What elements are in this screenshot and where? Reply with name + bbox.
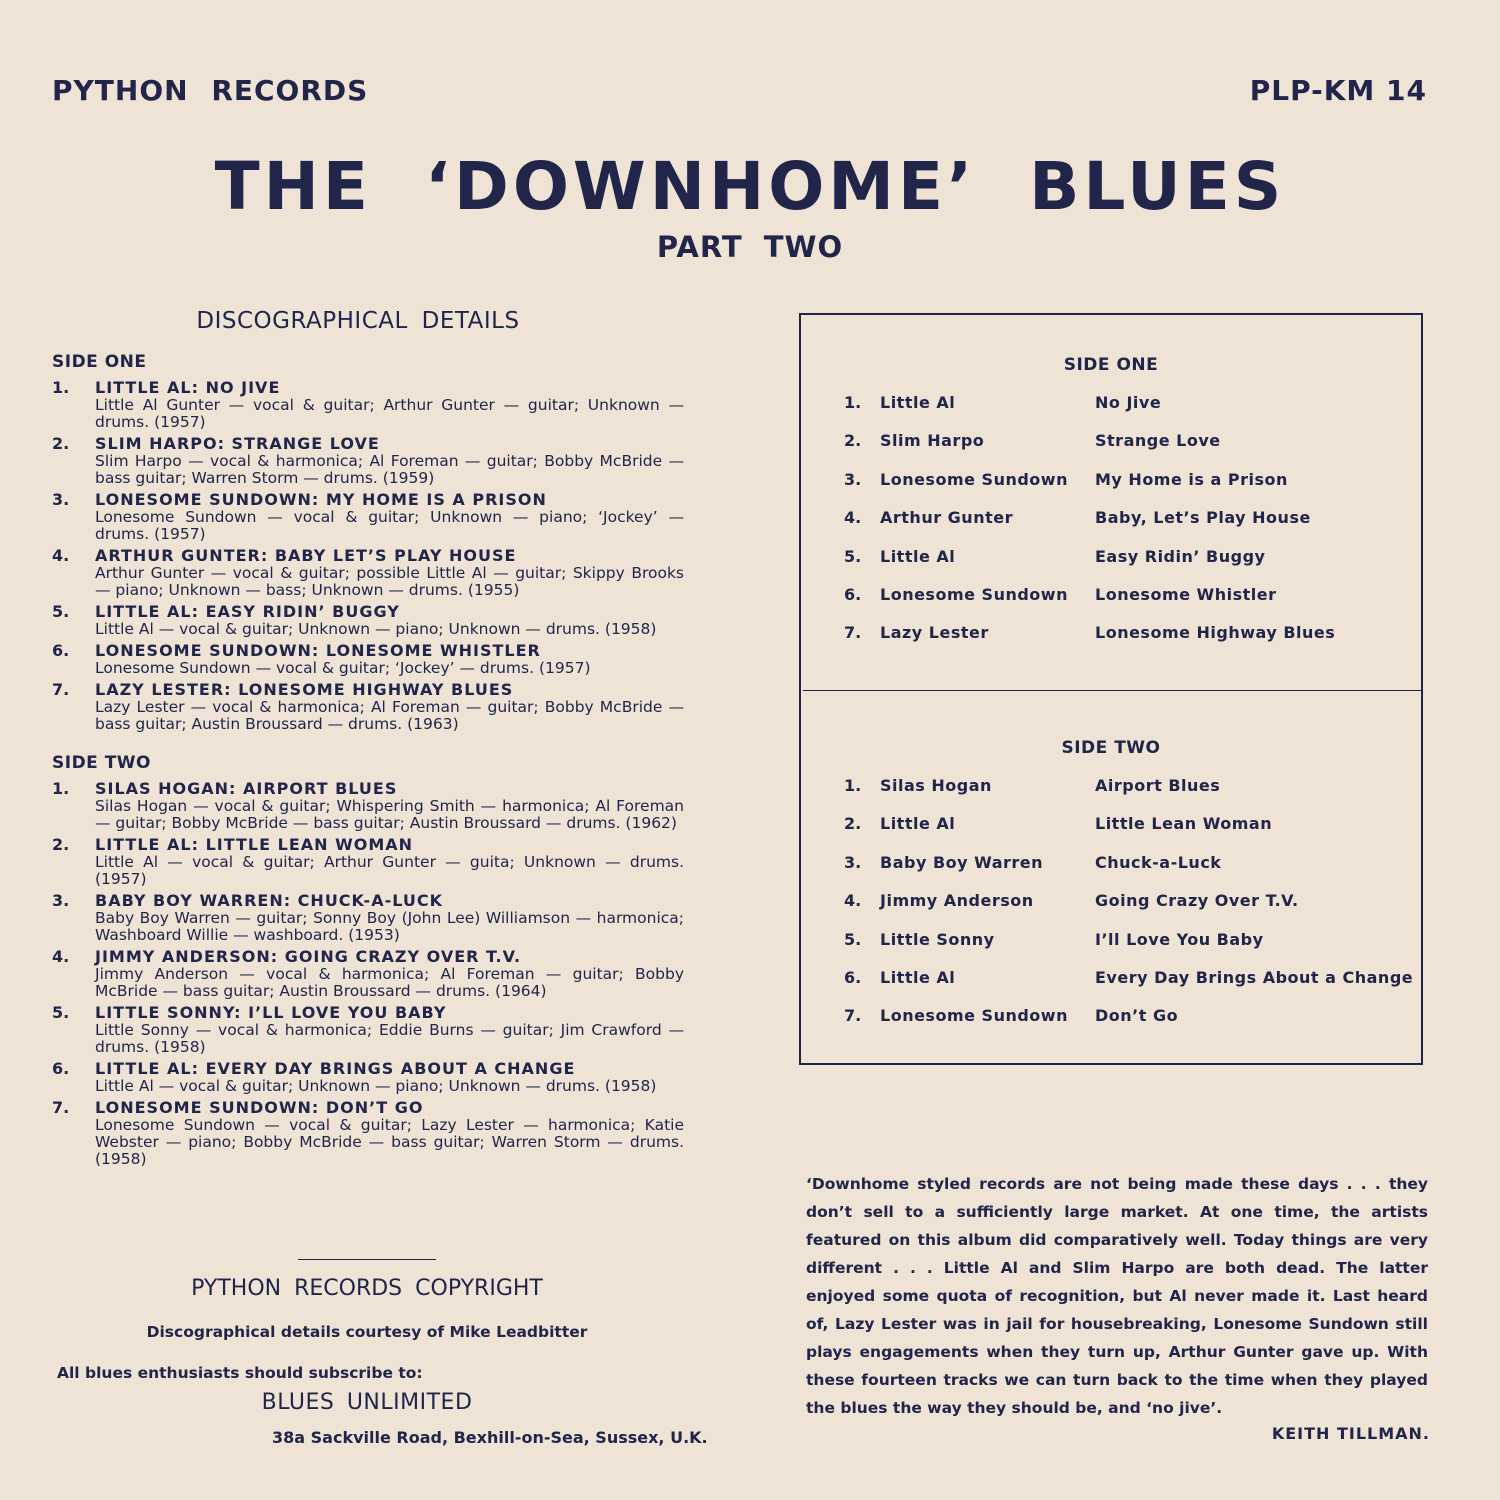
track-artist: Little Al <box>880 968 956 987</box>
track-title: Baby, Let’s Play House <box>1095 508 1311 528</box>
side-two-entries <box>52 779 684 1168</box>
track-artist: Little Al <box>880 393 956 412</box>
track-row <box>800 814 1420 838</box>
track-row <box>800 776 1420 800</box>
track-number: 3. <box>844 469 862 489</box>
entry-title: LONESOME SUNDOWN: DON’T GO <box>95 1098 424 1117</box>
entry-title: LITTLE AL: NO JIVE <box>95 378 281 397</box>
copyright-notice: PYTHON RECORDS COPYRIGHT <box>191 1276 543 1301</box>
album-subtitle: PART TWO <box>656 230 844 264</box>
track-artist: Lazy Lester <box>880 623 989 643</box>
track-number: 7. <box>844 1006 862 1026</box>
track-number: 6. <box>844 585 862 604</box>
side-one-entries <box>52 378 684 733</box>
discography-entry <box>52 779 684 832</box>
entry-personnel: Lazy Lester — vocal & harmonica; Al Foreman — guitar; Bobby McBride — bass guitar; Austin Broussard — drums. (1963) <box>95 698 684 733</box>
magazine-address: 38a Sackville Road, Bexhill-on-Sea, Sussex, U.K. <box>272 1428 708 1447</box>
discography-entry <box>52 891 684 944</box>
track-artist: Silas Hogan <box>880 776 992 795</box>
discography-heading: DISCOGRAPHICAL DETAILS <box>196 308 520 334</box>
divider-rule <box>298 1259 436 1260</box>
track-number: 5. <box>844 546 862 566</box>
tracklist-side-two-heading: SIDE TWO <box>1061 738 1161 758</box>
track-number: 2. <box>844 814 862 834</box>
discography-column <box>52 308 684 1171</box>
entry-personnel: Baby Boy Warren — guitar; Sonny Boy (John Lee) Williamson — harmonica; Washboard Willie — washboard. (1953) <box>95 909 684 944</box>
track-artist: Lonesome Sundown <box>880 469 1068 489</box>
discography-entry <box>52 947 684 1000</box>
entry-title: LITTLE SONNY: I’LL LOVE YOU BABY <box>95 1003 447 1022</box>
track-number: 1. <box>844 393 862 412</box>
entry-title: SLIM HARPO: STRANGE LOVE <box>95 434 380 453</box>
track-artist: Lonesome Sundown <box>880 1006 1068 1026</box>
entry-personnel: Slim Harpo — vocal & harmonica; Al Foreman — guitar; Bobby McBride — bass guitar; Warren Storm — drums. (1959) <box>95 452 684 487</box>
track-artist: Arthur Gunter <box>880 508 1013 528</box>
track-title: Don’t Go <box>1095 1006 1179 1026</box>
track-row <box>800 508 1420 532</box>
track-title: Lonesome Whistler <box>1095 585 1277 604</box>
track-artist: Slim Harpo <box>880 431 985 451</box>
track-artist: Little Al <box>880 546 956 566</box>
track-row <box>800 968 1420 992</box>
entry-number: 1. <box>52 779 70 798</box>
entry-title: LITTLE AL: EVERY DAY BRINGS ABOUT A CHANGE <box>95 1059 576 1078</box>
side-two-heading: SIDE TWO <box>52 753 152 773</box>
record-label: PYTHON RECORDS <box>52 74 369 107</box>
entry-number: 7. <box>52 1098 70 1117</box>
entry-title: SILAS HOGAN: AIRPORT BLUES <box>95 779 398 798</box>
entry-personnel: Little Al — vocal & guitar; Unknown — piano; Unknown — drums. (1958) <box>95 620 657 638</box>
discography-entry <box>52 1003 684 1056</box>
track-title: Airport Blues <box>1095 776 1221 795</box>
track-number: 5. <box>844 929 862 949</box>
track-number: 1. <box>844 776 862 795</box>
entry-number: 5. <box>52 602 70 621</box>
entry-title: BABY BOY WARREN: CHUCK-A-LUCK <box>95 891 443 910</box>
side-one-heading: SIDE ONE <box>52 352 147 372</box>
track-title: Going Crazy Over T.V. <box>1095 891 1299 911</box>
entry-number: 2. <box>52 835 70 854</box>
entry-personnel: Jimmy Anderson — vocal & harmonica; Al Foreman — guitar; Bobby McBride — bass guitar; Austin Broussard — drums. (1964) <box>95 965 684 1000</box>
discography-entry <box>52 602 684 638</box>
track-number: 2. <box>844 431 862 451</box>
track-number: 3. <box>844 852 862 872</box>
entry-title: LAZY LESTER: LONESOME HIGHWAY BLUES <box>95 680 514 699</box>
track-row <box>800 585 1420 609</box>
track-row <box>800 930 1420 954</box>
discography-entry <box>52 1059 684 1095</box>
liner-notes-author: KEITH TILLMAN. <box>1271 1424 1430 1443</box>
liner-notes: ‘Downhome styled records are not being made these days . . . they don’t sell to a sufficiently large market. At one time, the artists featured on this album did comparatively well. Today things are very different . . . Little Al and Slim Harpo are both dead. The latter enjoyed some quota of recognition, but Al never made it. Last heard of, Lazy Lester was in jail for housebreaking, Lonesome Sundown still plays engagements when they turn up, Arthur Gunter gave up. With these fourteen tracks we can turn back to the time when they played the blues the way they should be, and ‘no jive’. <box>806 1175 1428 1417</box>
entry-title: LONESOME SUNDOWN: LONESOME WHISTLER <box>95 641 541 660</box>
entry-number: 1. <box>52 378 70 397</box>
magazine-name: BLUES UNLIMITED <box>261 1390 473 1415</box>
catalog-number: PLP-KM 14 <box>1249 74 1427 107</box>
discography-entry <box>52 546 684 599</box>
discography-entry <box>52 490 684 543</box>
entry-title: LITTLE AL: LITTLE LEAN WOMAN <box>95 835 414 854</box>
track-title: Little Lean Woman <box>1095 814 1273 834</box>
entry-personnel: Little Al — vocal & guitar; Unknown — piano; Unknown — drums. (1958) <box>95 1077 657 1095</box>
track-row <box>800 1006 1420 1030</box>
discography-entry <box>52 835 684 888</box>
entry-personnel: Silas Hogan — vocal & guitar; Whispering Smith — harmonica; Al Foreman — guitar; Bobby McBride — bass guitar; Austin Broussard — drums. (1962) <box>95 797 684 832</box>
track-artist: Jimmy Anderson <box>880 891 1034 911</box>
track-title: Every Day Brings About a Change <box>1095 968 1414 987</box>
track-row <box>800 393 1420 417</box>
track-number: 4. <box>844 508 862 528</box>
discography-entry <box>52 434 684 487</box>
entry-title: LONESOME SUNDOWN: MY HOME IS A PRISON <box>95 490 547 509</box>
tracklist-side-one-heading: SIDE ONE <box>1063 355 1159 375</box>
entry-personnel: Little Al Gunter — vocal & guitar; Arthur Gunter — guitar; Unknown — drums. (1957) <box>95 396 684 431</box>
tracklist-divider <box>803 690 1423 691</box>
subscribe-text: All blues enthusiasts should subscribe to: <box>57 1364 423 1382</box>
track-number: 6. <box>844 968 862 987</box>
entry-number: 4. <box>52 546 70 565</box>
entry-number: 6. <box>52 1059 70 1078</box>
entry-number: 2. <box>52 434 70 453</box>
entry-title: ARTHUR GUNTER: BABY LET’S PLAY HOUSE <box>95 546 517 565</box>
track-row <box>800 853 1420 877</box>
track-row <box>800 431 1420 455</box>
track-artist: Little Al <box>880 814 956 834</box>
entry-number: 6. <box>52 641 70 660</box>
track-number: 4. <box>844 891 862 911</box>
track-row <box>800 470 1420 494</box>
track-title: Strange Love <box>1095 431 1221 451</box>
entry-number: 7. <box>52 680 70 699</box>
track-row <box>800 623 1420 647</box>
discography-entry <box>52 1098 684 1168</box>
entry-number: 3. <box>52 490 70 509</box>
entry-personnel: Little Sonny — vocal & harmonica; Eddie Burns — guitar; Jim Crawford — drums. (1958) <box>95 1021 684 1056</box>
track-title: No Jive <box>1095 393 1162 412</box>
entry-title: JIMMY ANDERSON: GOING CRAZY OVER T.V. <box>95 947 522 966</box>
track-title: I’ll Love You Baby <box>1095 929 1264 949</box>
track-title: My Home is a Prison <box>1095 469 1288 489</box>
track-number: 7. <box>844 623 862 643</box>
track-title: Chuck-a-Luck <box>1095 852 1222 872</box>
track-row <box>800 547 1420 571</box>
discography-entry <box>52 378 684 431</box>
album-title: THE ‘DOWNHOME’ BLUES <box>214 148 1286 225</box>
entry-number: 4. <box>52 947 70 966</box>
entry-title: LITTLE AL: EASY RIDIN’ BUGGY <box>95 602 400 621</box>
entry-personnel: Lonesome Sundown — vocal & guitar; Unknown — piano; ‘Jockey’ — drums. (1957) <box>95 508 684 543</box>
entry-personnel: Lonesome Sundown — vocal & guitar; Lazy Lester — harmonica; Katie Webster — piano; Bobby McBride — bass guitar; Warren Storm — drums. (1958) <box>95 1116 684 1168</box>
courtesy-credit: Discographical details courtesy of Mike Leadbitter <box>146 1323 588 1341</box>
entry-number: 3. <box>52 891 70 910</box>
entry-personnel: Lonesome Sundown — vocal & guitar; ‘Jockey’ — drums. (1957) <box>95 659 591 677</box>
discography-entry <box>52 680 684 733</box>
discography-entry <box>52 641 684 677</box>
track-title: Easy Ridin’ Buggy <box>1095 546 1266 566</box>
track-artist: Little Sonny <box>880 929 995 949</box>
track-artist: Baby Boy Warren <box>880 852 1044 872</box>
track-row <box>800 891 1420 915</box>
track-artist: Lonesome Sundown <box>880 585 1068 604</box>
entry-personnel: Arthur Gunter — vocal & guitar; possible Little Al — guitar; Skippy Brooks — piano; Unknown — bass; Unknown — drums. (1955) <box>95 564 684 599</box>
entry-number: 5. <box>52 1003 70 1022</box>
entry-personnel: Little Al — vocal & guitar; Arthur Gunter — guita; Unknown — drums. (1957) <box>95 853 684 888</box>
track-title: Lonesome Highway Blues <box>1095 623 1336 643</box>
